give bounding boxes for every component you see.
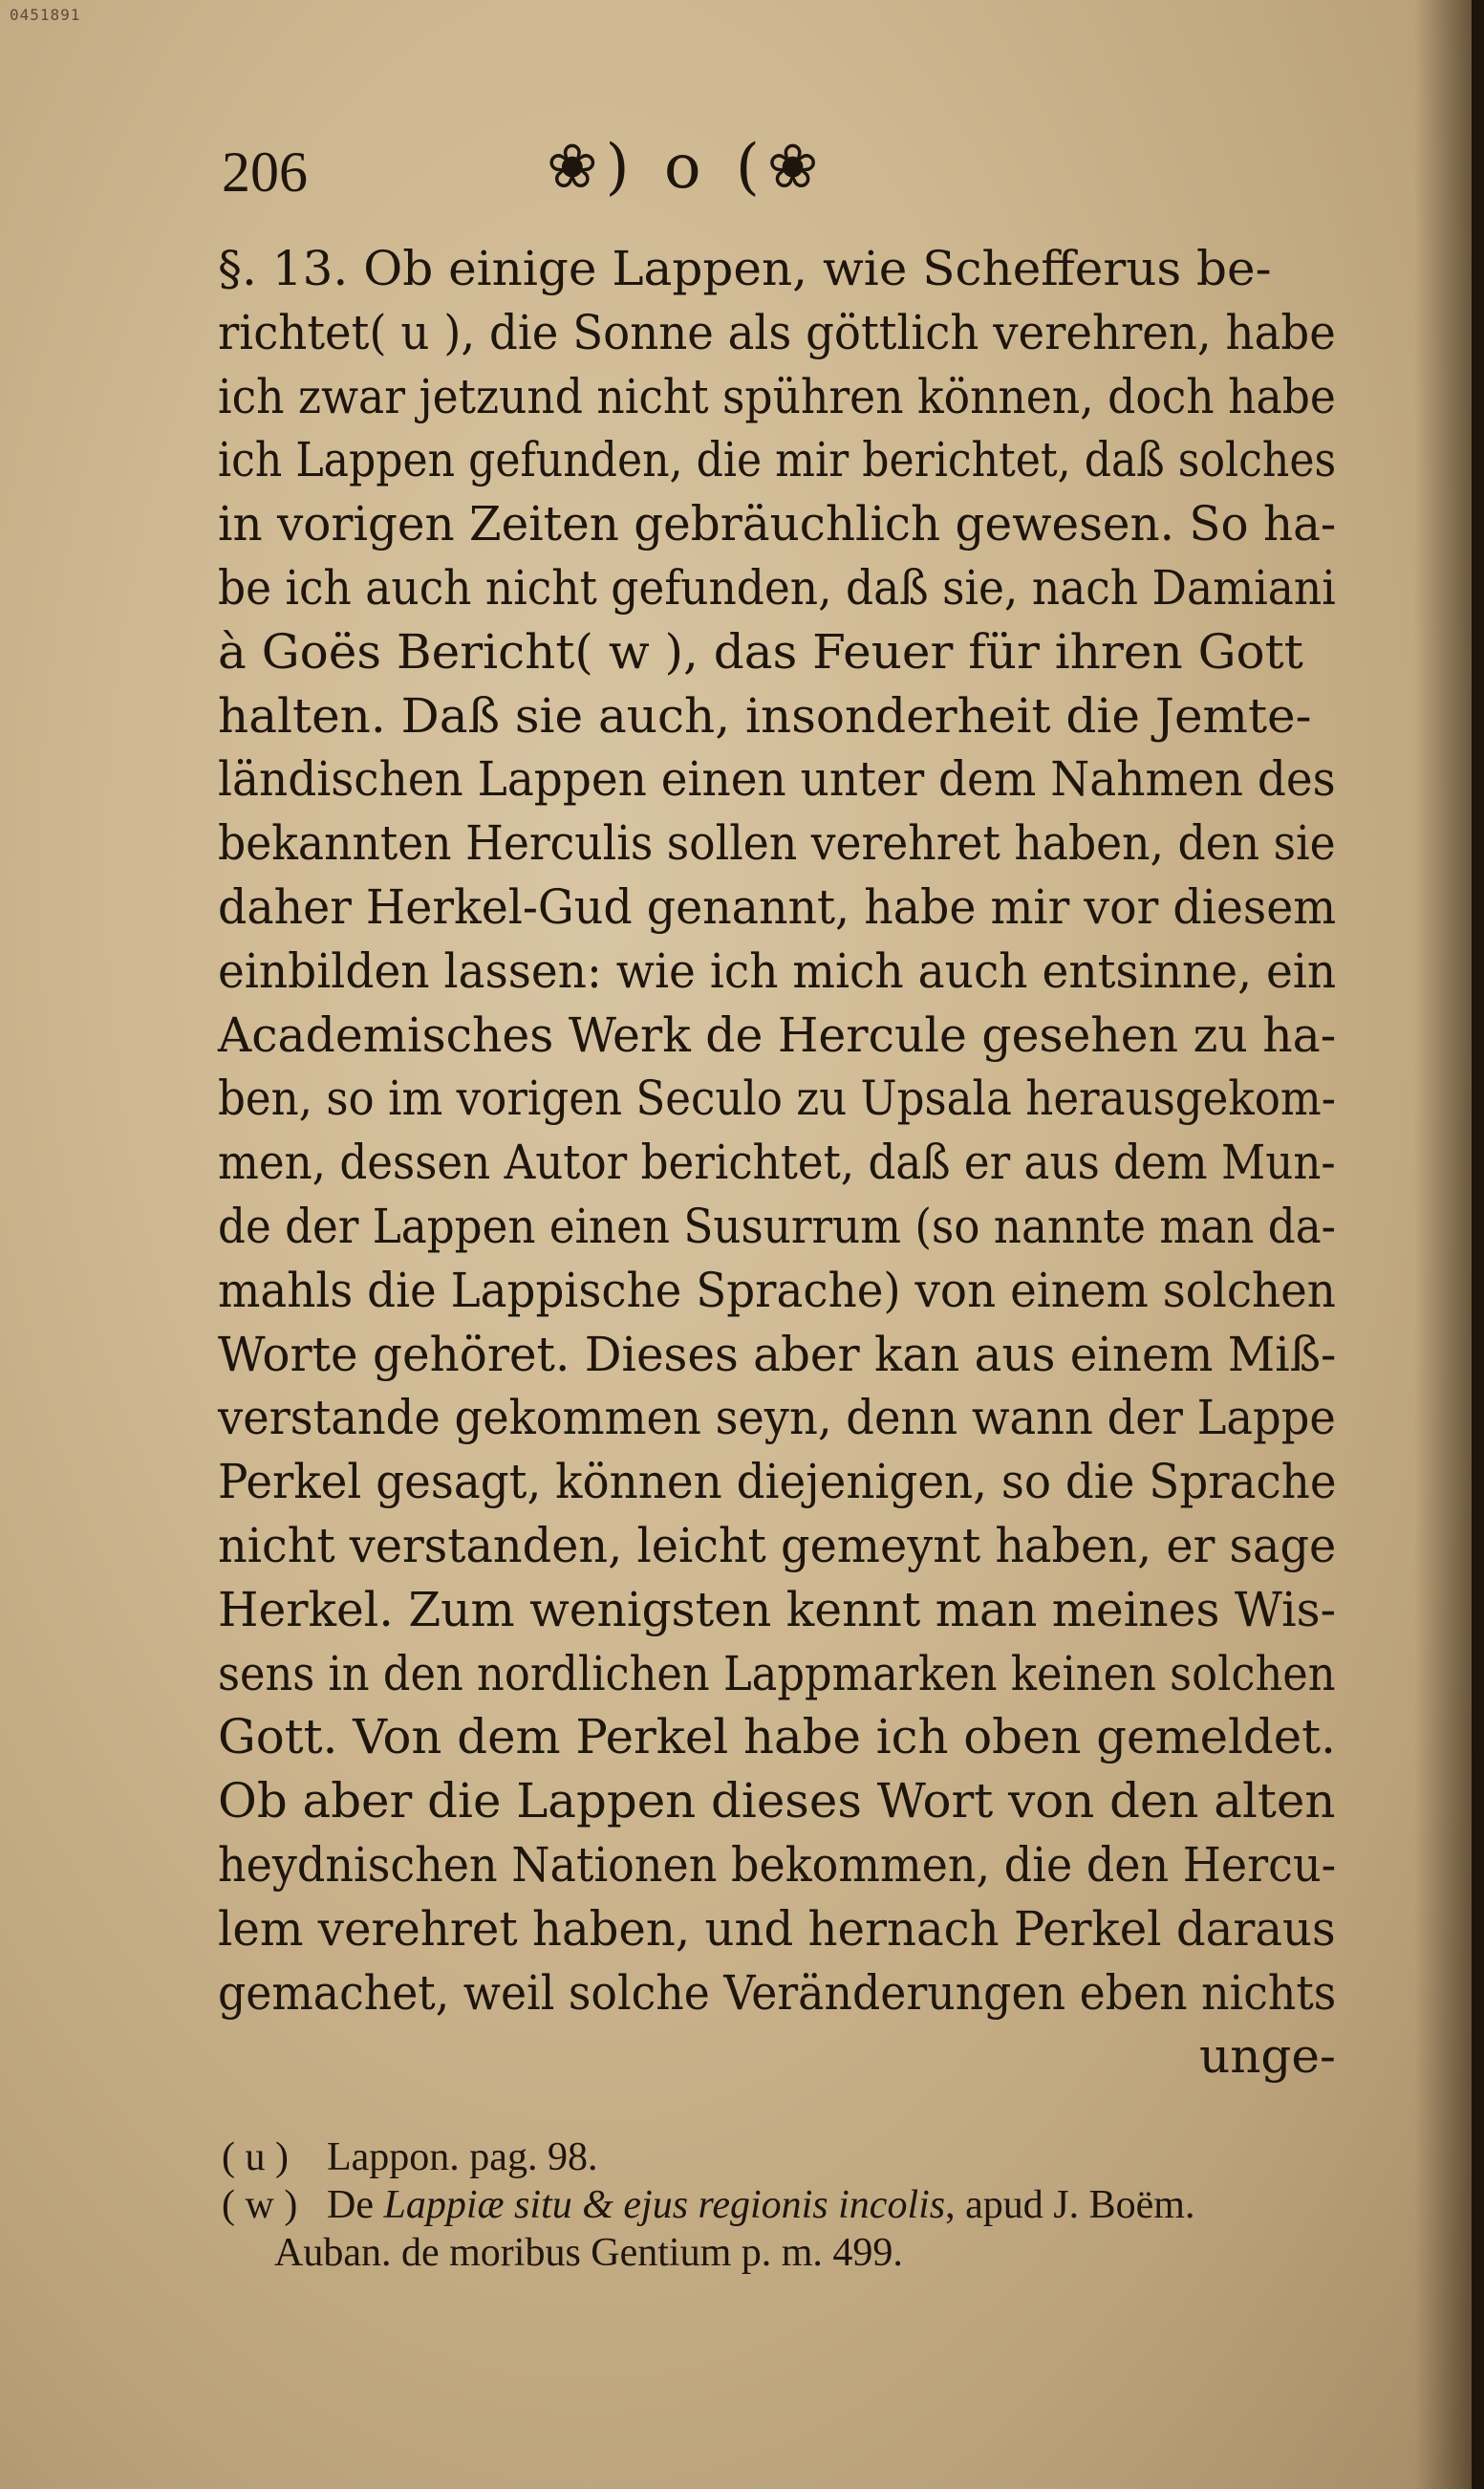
body-text [218, 237, 1336, 2089]
catchword: unge- [1199, 2028, 1336, 2085]
text-line: lem verehret haben, und hernach Perkel daraus [218, 1900, 1336, 1957]
footnote-text: De [327, 2183, 384, 2227]
text-line: §. 13. Ob einige Lappen, wie Schefferus be- [218, 241, 1272, 296]
text-line: ländischen Lappen einen unter dem Nahmen des [218, 751, 1336, 808]
text-line: verstande gekommen seyn, denn wann der Lappe [218, 1390, 1336, 1446]
text-line: nicht verstanden, leicht gemeynt haben, er sage [218, 1517, 1337, 1573]
header-ornament: ❀) o (❀ [547, 132, 827, 203]
footnotes [222, 2133, 1349, 2277]
footnote-title: Lappiæ situ & ejus regionis incolis [383, 2183, 946, 2227]
text-line: in vorigen Zeiten gebräuchlich gewesen. So ha- [218, 496, 1337, 552]
text-line: ben, so im vorigen Seculo zu Upsala herausgekom- [218, 1071, 1336, 1127]
footnote-text: , apud J. Boëm. [945, 2183, 1195, 2227]
text-line: à Goës Bericht( w ), das Feuer für ihren Gott [218, 623, 1303, 680]
page-header [222, 122, 1368, 208]
text-line: gemachet, weil solche Veränderungen eben nichts [218, 1964, 1337, 2021]
text-line: Academisches Werk de Hercule gesehen zu ha- [218, 1006, 1337, 1063]
text-line: Ob aber die Lappen dieses Wort von den alten [218, 1773, 1336, 1829]
text-line: ich Lappen gefunden, die mir berichtet, daß solches [218, 432, 1337, 488]
text-line: richtet( u ), die Sonne als göttlich verehren, habe [218, 304, 1336, 360]
text-line: daher Herkel-Gud genannt, habe mir vor diesem [218, 878, 1337, 935]
text-line: ich zwar jetzund nicht spühren können, doch habe [218, 368, 1336, 424]
text-line: einbilden lassen: wie ich mich auch entsinne, ein [218, 942, 1337, 999]
text-line: heydnischen Nationen bekommen, die den Hercu- [218, 1836, 1337, 1893]
text-line: sens in den nordlichen Lappmarken keinen solchen [218, 1645, 1336, 1701]
footnote-w [222, 2181, 1194, 2229]
text-line: Worte gehöret. Dieses aber kan aus einem Miß- [218, 1326, 1337, 1382]
text-line: Herkel. Zum wenigsten kennt man meines Wis- [218, 1581, 1337, 1637]
footnote-mark: ( u ) [222, 2135, 289, 2179]
footnote-text: Lappon. pag. 98. [327, 2135, 598, 2179]
text-line: halten. Daß sie auch, insonderheit die Jemte- [218, 687, 1312, 744]
text-line: Perkel gesagt, können diejenigen, so die Sprache [218, 1454, 1337, 1510]
text-line: mahls die Lappische Sprache) von einem solchen [218, 1262, 1336, 1318]
text-line: de der Lappen einen Susurrum (so nannte man da- [218, 1198, 1336, 1254]
footnote-u [222, 2133, 597, 2181]
text-line: Gott. Von dem Perkel habe ich oben gemeldet. [218, 1709, 1336, 1765]
text-line: bekannten Herculis sollen verehret haben, den sie [218, 815, 1336, 872]
text-line: be ich auch nicht gefunden, daß sie, nach Damiani [218, 559, 1336, 616]
page-number: 206 [222, 141, 308, 204]
catalog-stamp: 0451891 [10, 6, 81, 24]
footnote-w-continuation: Auban. de moribus Gentium p. m. 499. [274, 2231, 903, 2275]
text-line: men, dessen Autor berichtet, daß er aus dem Mun- [218, 1135, 1336, 1191]
footnote-mark: ( w ) [222, 2183, 298, 2227]
book-gutter [1472, 0, 1484, 2489]
